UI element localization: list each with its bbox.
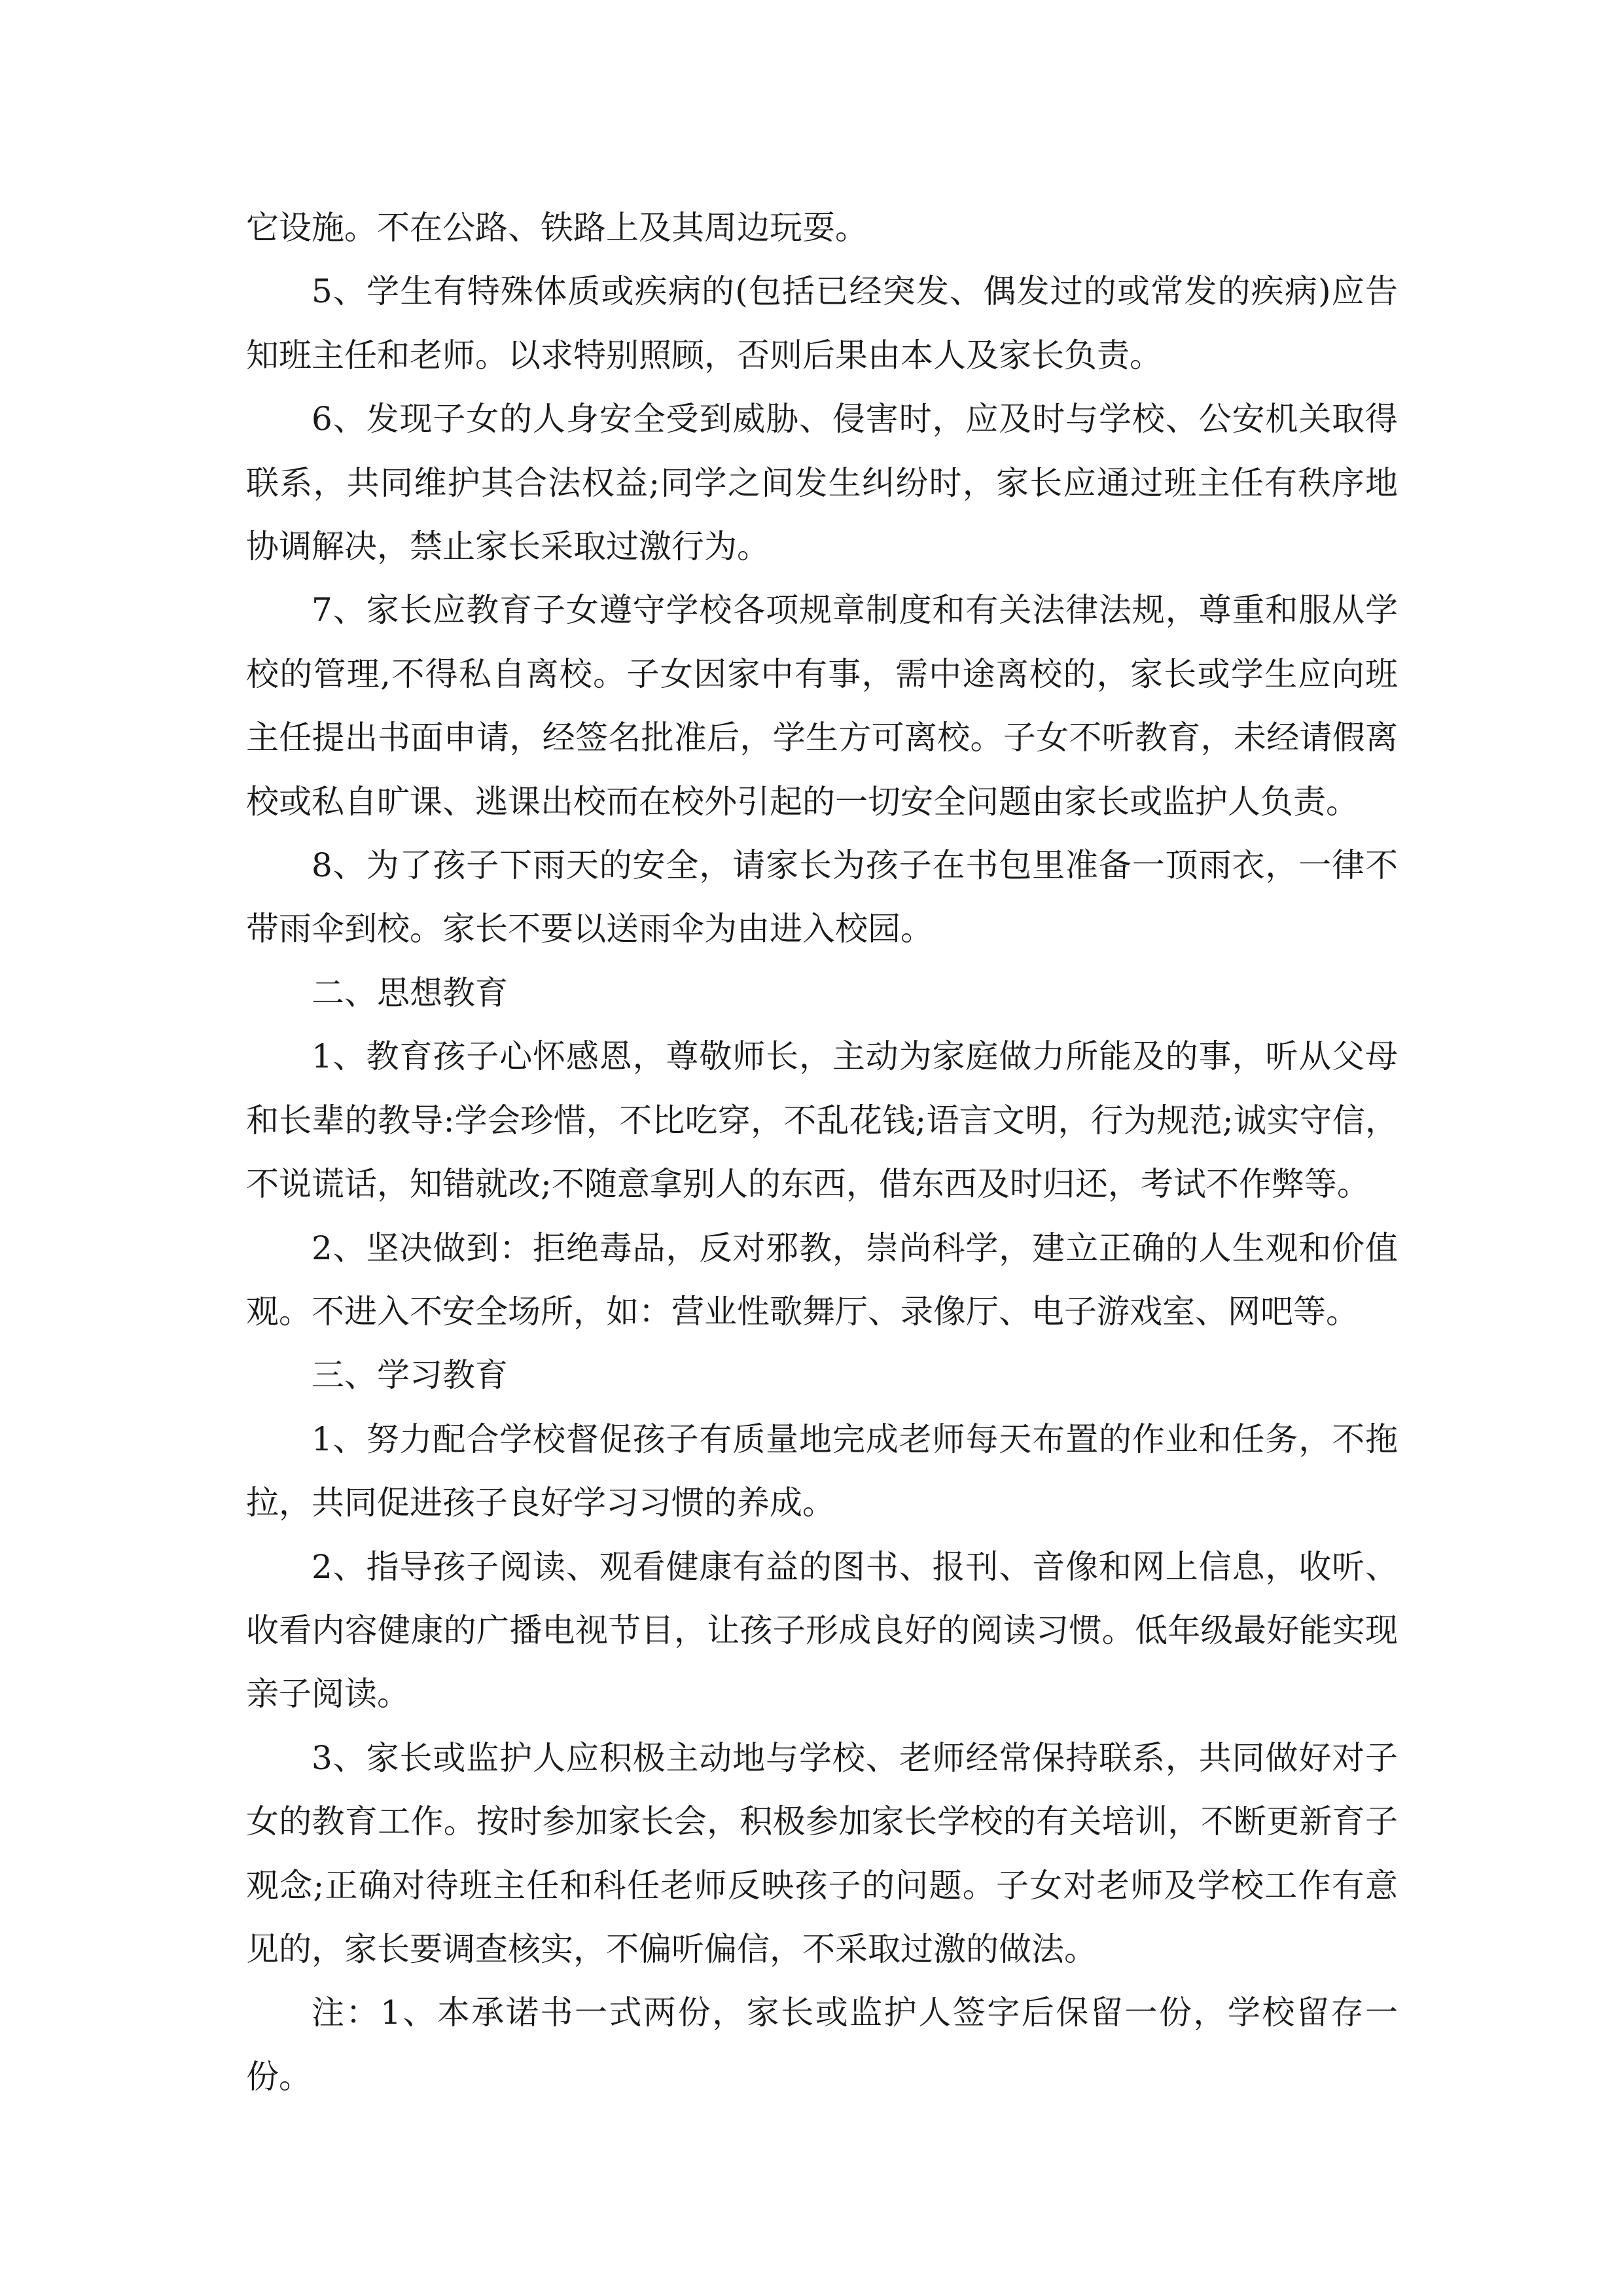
paragraph-item-6-safety-threat: 6、发现子女的人身安全受到威胁、侵害时，应及时与学校、公安机关取得联系，共同维护其合法权益;同学之间发生纠纷时，家长应通过班主任有秩序地协调解决，禁止家长采取过激行为。 [246, 400, 1398, 566]
paragraph-study-2: 2、指导孩子阅读、观看健康有益的图书、报刊、音像和网上信息，收听、收看内容健康的广播电视节目，让孩子形成良好的阅读习惯。低年级最好能实现亲子阅读。 [246, 1547, 1398, 1713]
paragraph-item-7-school-rules: 7、家长应教育子女遵守学校各项规章制度和有关法律法规，尊重和服从学校的管理,不得私自离校。子女因家中有事，需中途离校的，家长或学生应向班主任提出书面申请，经签名批准后，学生方可离校。子女不听教育，未经请假离校或私自旷课、逃课出校而在校外引起的一切安全问题由家长或监护人负责。 [246, 591, 1398, 821]
paragraph-study-3: 3、家长或监护人应积极主动地与学校、老师经常保持联系，共同做好对子女的教育工作。按时参加家长会，积极参加家长学校的有关培训，不断更新育子观念;正确对待班主任和科任老师反映孩子的问题。子女对老师及学校工作有意见的，家长要调查核实，不偏听偏信，不采取过激的做法。 [246, 1738, 1398, 1968]
section-heading-study-education: 三、学习教育 [312, 1356, 508, 1395]
paragraph-item-5-medical: 5、学生有特殊体质或疾病的(包括已经突发、偶发过的或常发的疾病)应告知班主任和老师。以求特别照顾，否则后果由本人及家长负责。 [246, 272, 1398, 374]
paragraph-note: 注：1、本承诺书一式两份，家长或监护人签字后保留一份，学校留存一份。 [246, 1994, 1398, 2096]
paragraph-item-8-rain: 8、为了孩子下雨天的安全，请家长为孩子在书包里准备一顶雨衣，一律不带雨伞到校。家长不要以送雨伞为由进入校园。 [246, 846, 1398, 948]
section-heading-moral-education: 二、思想教育 [312, 973, 508, 1012]
paragraph-moral-2: 2、坚决做到：拒绝毒品，反对邪教，崇尚科学，建立正确的人生观和价值观。不进入不安全场所，如：营业性歌舞厅、录像厅、电子游戏室、网吧等。 [246, 1229, 1398, 1331]
paragraph-study-1: 1、努力配合学校督促孩子有质量地完成老师每天布置的作业和任务，不拖拉，共同促进孩子良好学习习惯的养成。 [246, 1420, 1398, 1522]
paragraph-continued: 它设施。不在公路、铁路上及其周边玩耍。 [246, 209, 868, 247]
paragraph-moral-1: 1、教育孩子心怀感恩，尊敬师长，主动为家庭做力所能及的事，听从父母和长辈的教导:学会珍惜，不比吃穿，不乱花钱;语言文明，行为规范;诚实守信，不说谎话，知错就改;不随意拿别人的东西，借东西及时归还，考试不作弊等。 [246, 1037, 1398, 1204]
document-body [246, 196, 1398, 2109]
